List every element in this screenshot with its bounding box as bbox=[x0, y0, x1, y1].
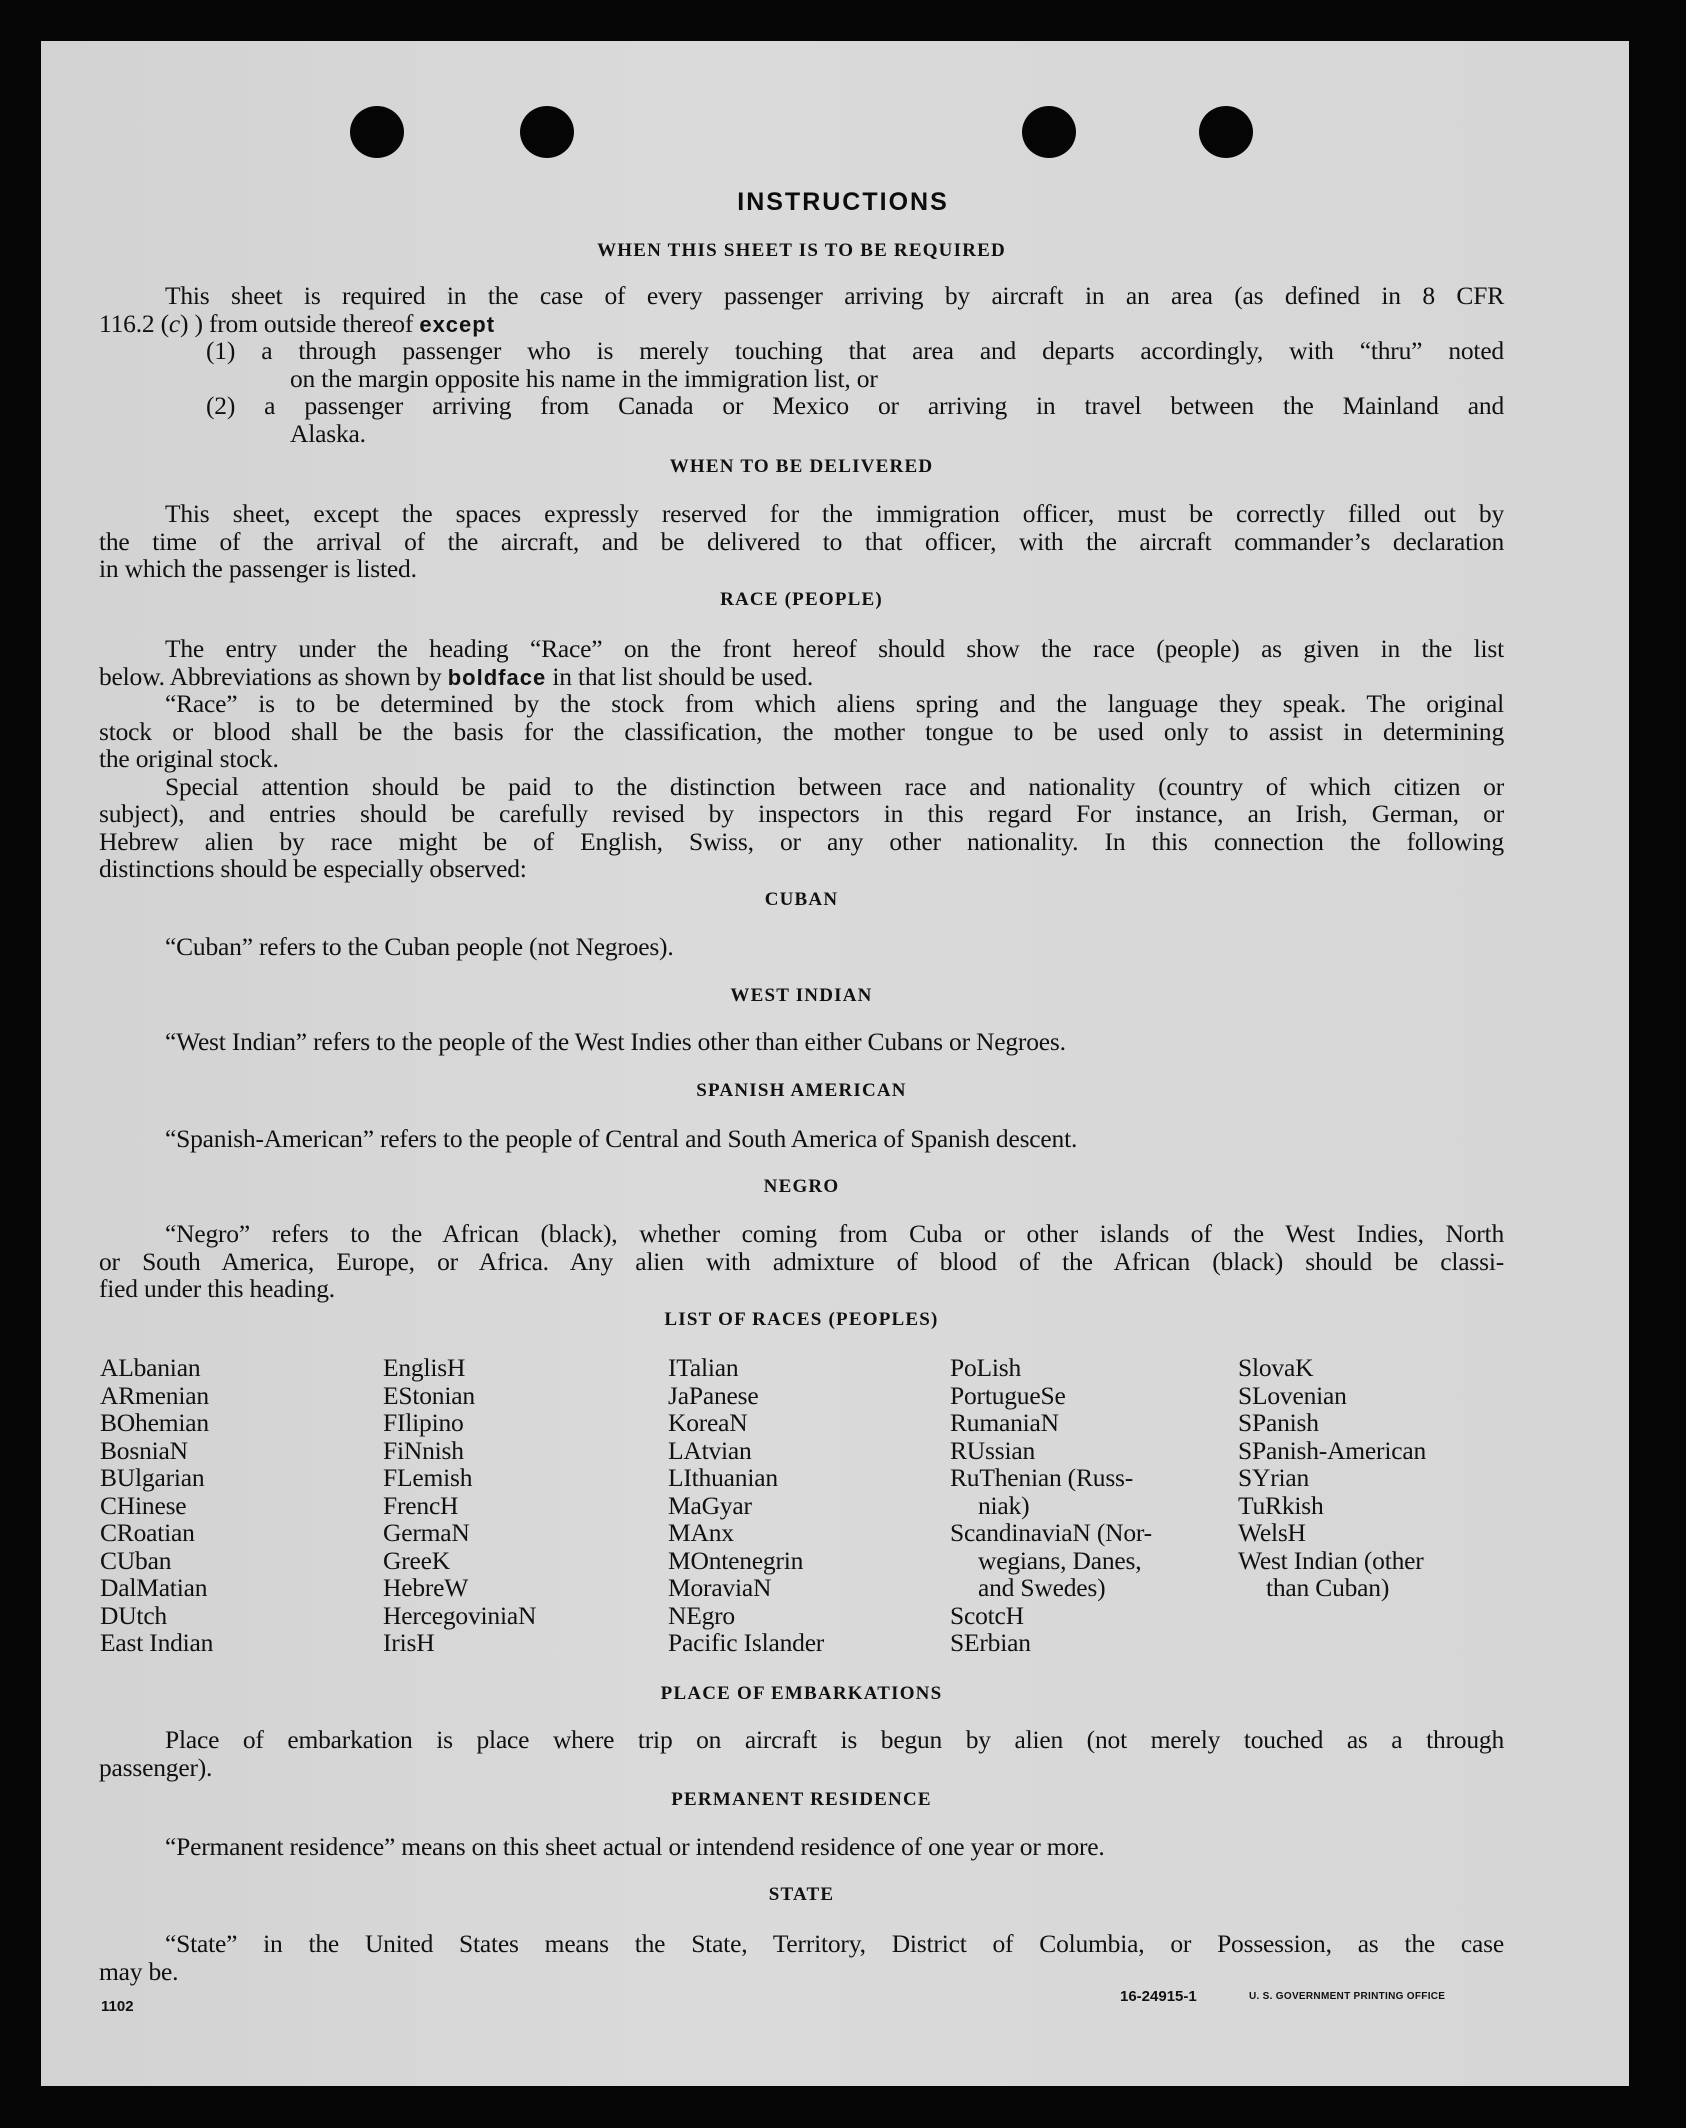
text-segment: 116.2 ( bbox=[99, 308, 169, 338]
punch-hole bbox=[350, 106, 404, 158]
section-heading: STATE bbox=[768, 1884, 835, 1905]
race-list-item-continuation: wegians, Danes, bbox=[978, 1545, 1142, 1575]
race-list-item: BOhemian bbox=[100, 1408, 209, 1437]
race-list-item: BosniaN bbox=[100, 1435, 188, 1465]
page-title: INSTRUCTIONS bbox=[737, 188, 949, 216]
race-list-item: FIlipino bbox=[383, 1408, 464, 1437]
race-list-item: FrencH bbox=[383, 1490, 459, 1520]
text-line: Place of embarkation is place where trip on aircraft is begun by alien (not merely touched as a through bbox=[165, 1725, 1504, 1754]
text-line: Special attention should be paid to the distinction between race and nationality (country of which citizen or bbox=[165, 771, 1504, 801]
text-line: “Spanish-American” refers to the people of Central and South America of Spanish descent. bbox=[165, 1124, 1078, 1153]
text-line: Alaska. bbox=[290, 418, 366, 448]
race-list-item: RumaniaN bbox=[950, 1408, 1059, 1437]
text-segment: c bbox=[168, 308, 181, 338]
race-list-item: KoreaN bbox=[668, 1408, 748, 1437]
race-list-item: NEgro bbox=[668, 1600, 735, 1630]
text-line: in which the passenger is listed. bbox=[99, 554, 417, 583]
race-list-item: West Indian (other bbox=[1238, 1545, 1424, 1575]
race-list-item: IrisH bbox=[383, 1628, 435, 1657]
text-segment: in that list should be used. bbox=[546, 661, 814, 691]
text-line bbox=[99, 310, 1504, 338]
text-line: stock or blood shall be the basis for the classification, the mother tongue to be used only to assist in determining bbox=[99, 716, 1504, 746]
race-list-item-continuation: niak) bbox=[978, 1490, 1030, 1520]
text-line: on the margin opposite his name in the immigration list, or bbox=[290, 363, 878, 393]
text-line: or South America, Europe, or Africa. Any alien with admixture of blood of the African (black) should be classi- bbox=[99, 1246, 1504, 1276]
section-heading: WHEN TO BE DELIVERED bbox=[669, 456, 934, 477]
section-heading: LIST OF RACES (PEOPLES) bbox=[664, 1309, 939, 1330]
race-list-item: ITalian bbox=[668, 1353, 739, 1382]
punch-hole bbox=[520, 106, 574, 158]
race-list-item: GermaN bbox=[383, 1518, 470, 1547]
race-list-item: TuRkish bbox=[1238, 1490, 1324, 1520]
text-segment: ) ) from outside thereof bbox=[180, 308, 420, 338]
punch-hole bbox=[1022, 106, 1076, 158]
race-list-item: East Indian bbox=[100, 1628, 214, 1657]
race-list-item: SPanish-American bbox=[1238, 1435, 1427, 1465]
race-list-item: RUssian bbox=[950, 1435, 1036, 1465]
race-list-item: FiNnish bbox=[383, 1435, 464, 1465]
section-heading: PERMANENT RESIDENCE bbox=[671, 1789, 932, 1810]
race-list-item: CHinese bbox=[100, 1490, 187, 1520]
text-segment: below. Abbreviations as shown by bbox=[99, 661, 448, 691]
race-list-item: PoLish bbox=[950, 1353, 1022, 1382]
text-line: (2) a passenger arriving from Canada or Mexico or arriving in travel between the Mainland and bbox=[206, 391, 1504, 420]
text-line: passenger). bbox=[99, 1752, 213, 1782]
race-list-item: DUtch bbox=[100, 1600, 167, 1630]
race-list-item: MOntenegrin bbox=[668, 1545, 804, 1575]
printer-imprint: U. S. GOVERNMENT PRINTING OFFICE bbox=[1249, 1991, 1446, 2002]
text-line: “Negro” refers to the African (black), whether coming from Cuba or other islands of the West Indies, North bbox=[165, 1219, 1504, 1248]
race-list-item: LIthuanian bbox=[668, 1463, 778, 1492]
race-list-item: Pacific Islander bbox=[668, 1628, 825, 1657]
race-list-item: EStonian bbox=[383, 1380, 475, 1410]
race-list-item-continuation: than Cuban) bbox=[1266, 1573, 1390, 1602]
race-list-item: CRoatian bbox=[100, 1518, 195, 1547]
text-line: “Permanent residence” means on this sheet actual or intendend residence of one year or more. bbox=[165, 1832, 1105, 1861]
section-heading: NEGRO bbox=[763, 1176, 840, 1197]
bold-term: except bbox=[419, 311, 496, 337]
text-line: the original stock. bbox=[99, 744, 279, 773]
form-number: 1102 bbox=[101, 1998, 134, 2015]
text-line: This sheet, except the spaces expressly reserved for the immigration officer, must be correctly filled out by bbox=[165, 499, 1504, 528]
race-list-item: DalMatian bbox=[100, 1573, 208, 1602]
race-list-item: RuThenian (Russ- bbox=[950, 1463, 1134, 1492]
race-list-item: SlovaK bbox=[1238, 1353, 1314, 1382]
race-list-item: SYrian bbox=[1238, 1463, 1310, 1492]
race-list-item: MaGyar bbox=[668, 1490, 752, 1520]
text-line bbox=[99, 663, 1504, 691]
section-heading: WEST INDIAN bbox=[730, 985, 873, 1006]
punch-hole bbox=[1199, 106, 1253, 158]
text-line: “West Indian” refers to the people of the West Indies other than either Cubans or Negroes. bbox=[165, 1027, 1066, 1056]
race-list-item: MoraviaN bbox=[668, 1573, 772, 1602]
section-heading: CUBAN bbox=[764, 889, 839, 910]
race-list-item: GreeK bbox=[383, 1545, 450, 1575]
race-list-item: FLemish bbox=[383, 1463, 473, 1492]
text-line: the time of the arrival of the aircraft, and be delivered to that officer, with the aircraft commander’s declaration bbox=[99, 526, 1504, 556]
race-list-item: CUban bbox=[100, 1545, 172, 1575]
race-list-item: JaPanese bbox=[668, 1380, 759, 1410]
race-list-item: HercegoviniaN bbox=[383, 1600, 537, 1630]
text-line: (1) a through passenger who is merely touching that area and departs accordingly, with “thru” noted bbox=[206, 336, 1504, 365]
text-line: fied under this heading. bbox=[99, 1274, 335, 1303]
text-line: subject), and entries should be carefully revised by inspectors in this regard For instance, an Irish, German, or bbox=[99, 799, 1504, 828]
text-line: “Cuban” refers to the Cuban people (not Negroes). bbox=[165, 932, 674, 961]
section-heading: PLACE OF EMBARKATIONS bbox=[660, 1683, 943, 1704]
text-line: may be. bbox=[99, 1956, 179, 1986]
race-list-item: EnglisH bbox=[383, 1353, 466, 1382]
race-list-item-continuation: and Swedes) bbox=[978, 1573, 1106, 1602]
section-heading: WHEN THIS SHEET IS TO BE REQUIRED bbox=[597, 240, 1006, 261]
section-heading: SPANISH AMERICAN bbox=[696, 1080, 907, 1101]
text-line: This sheet is required in the case of every passenger arriving by aircraft in an area (as defined in 8 CFR bbox=[165, 281, 1504, 310]
text-line: “State” in the United States means the State, Territory, District of Columbia, or Possession, as the case bbox=[165, 1929, 1504, 1958]
race-list-item: WelsH bbox=[1238, 1518, 1306, 1547]
race-list-item: SErbian bbox=[950, 1628, 1031, 1657]
text-line: The entry under the heading “Race” on the front hereof should show the race (people) as given in the list bbox=[165, 634, 1504, 663]
race-list-item: ScotcH bbox=[950, 1600, 1024, 1630]
race-list-item: PortugueSe bbox=[950, 1380, 1066, 1410]
print-code: 16-24915-1 bbox=[1120, 1988, 1197, 2005]
text-line: distinctions should be especially observed: bbox=[99, 854, 527, 883]
race-list-item: SLovenian bbox=[1238, 1380, 1347, 1410]
text-line: “Race” is to be determined by the stock from which aliens spring and the language they speak. The original bbox=[165, 689, 1504, 718]
bold-term: boldface bbox=[447, 664, 547, 690]
text-line: Hebrew alien by race might be of English, Swiss, or any other nationality. In this connection the following bbox=[99, 826, 1504, 856]
race-list-item: BUlgarian bbox=[100, 1463, 205, 1492]
race-list-item: ARmenian bbox=[100, 1380, 209, 1410]
race-list-item: HebreW bbox=[383, 1573, 469, 1602]
section-heading: RACE (PEOPLE) bbox=[720, 589, 883, 610]
race-list-item: SPanish bbox=[1238, 1408, 1319, 1437]
race-list-item: MAnx bbox=[668, 1518, 734, 1547]
race-list-item: ALbanian bbox=[100, 1353, 201, 1382]
race-list-item: LAtvian bbox=[668, 1435, 752, 1465]
race-list-item: ScandinaviaN (Nor- bbox=[950, 1518, 1152, 1547]
